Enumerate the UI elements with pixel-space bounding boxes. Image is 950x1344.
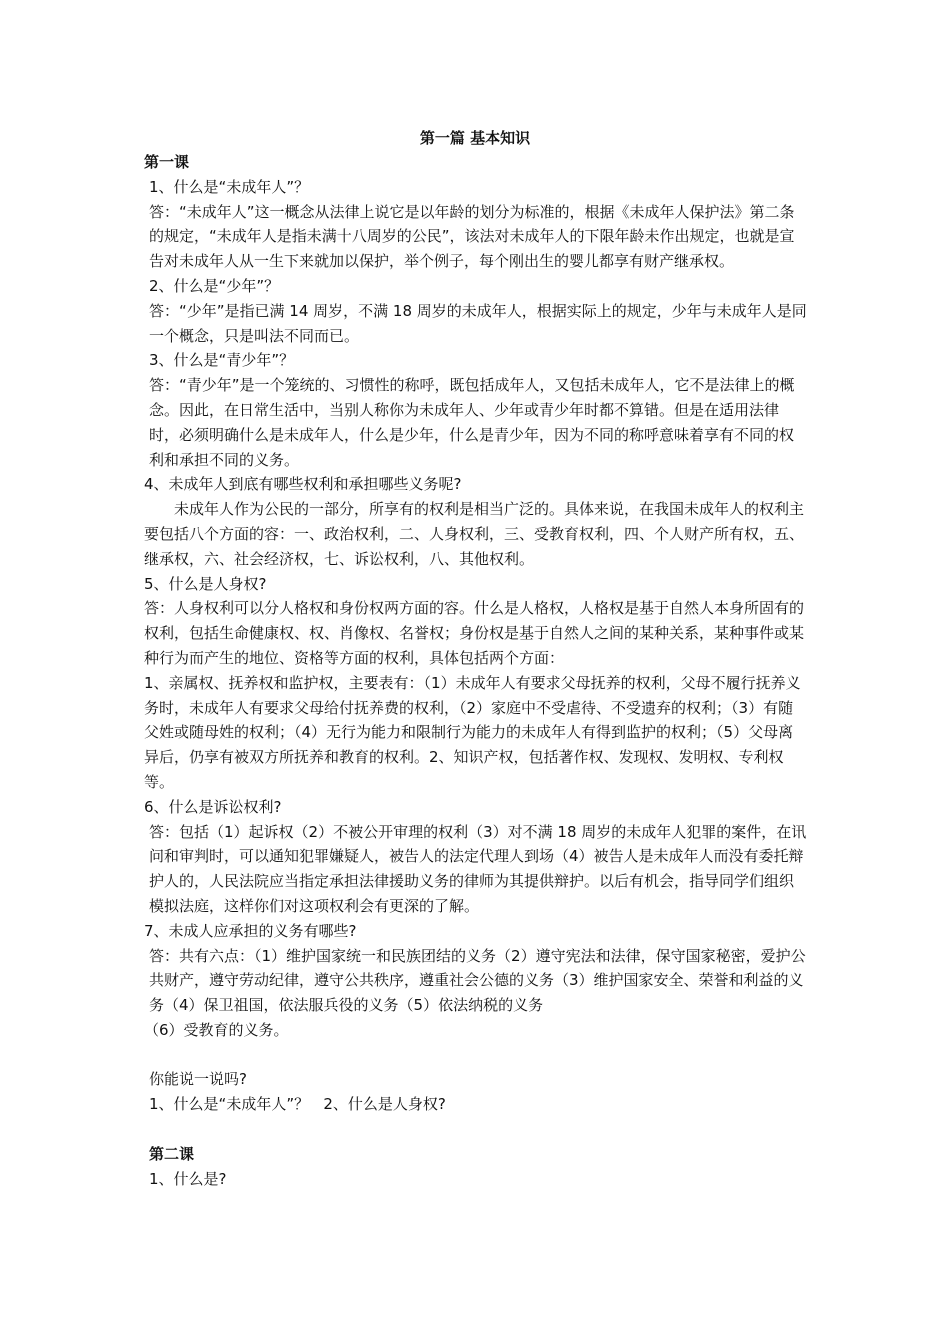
question-6: 6、什么是诉讼权利?	[144, 797, 282, 816]
answer-7: 答：共有六点：（1）维护国家统一和民族团结的义务（2）遵守宪法和法律，保守国家秘密，爱护公共财产，遵守劳动纪律，遵守公共秩序，遵重社会公德的义务（3）维护国家安全、荣誉和利益的义务（4）保卫祖国，依法服兵役的义务（5）依法纳税的义务	[149, 946, 806, 1015]
question-7: 7、未成人应承担的义务有哪些?	[144, 921, 357, 940]
question-1: 1、什么是“未成年人”？	[149, 177, 310, 196]
question-3: 3、什么是“青少年”？	[149, 351, 295, 370]
lesson-2-question-1: 1、什么是?	[149, 1169, 227, 1188]
answer-7-last: （6）受教育的义务。	[144, 1020, 289, 1039]
review-questions: 1、什么是“未成年人”？ 2、什么是人身权?	[149, 1095, 446, 1114]
lesson-2-heading: 第二课	[149, 1144, 195, 1163]
answer-2: 答：“少年”是指已满 14 周岁，不满 18 周岁的未成年人，根据实际上的规定，少年与未成年人是同一个概念，只是叫法不同而已。	[149, 301, 807, 345]
answer-1: 答：“未成年人”这一概念从法律上说它是以年龄的划分为标准的，根据《未成年人保护法》第二条的规定，“未成年人是指未满十八周岁的公民”，该法对未成年人的下限年龄未作出规定，也就是宣告对未成年人从一生下来就加以保护，举个例子，每个刚出生的婴儿都享有财产继承权。	[149, 202, 795, 271]
page-title: 第一篇 基本知识	[419, 129, 531, 147]
question-4: 4、未成年人到底有哪些权利和承担哪些义务呢?	[144, 475, 462, 494]
review-prompt: 你能说一说吗?	[149, 1070, 247, 1089]
answer-5: 答：人身权利可以分人格权和身份权两方面的容。什么是人格权，人格权是基于自然人本身所固有的权利，包括生命健康权、权、肖像权、名誉权；身份权是基于自然人之间的某种关系，某种事件或某种行为而产生的地位、资格等方面的权利，具体包括两个方面：	[144, 599, 805, 667]
answer-3: 答：“青少年”是一个笼统的、习惯性的称呼，既包括成年人，又包括未成年人，它不是法律上的概念。因此，在日常生活中，当别人称你为未成年人、少年或青少年时都不算错。但是在适用法律时，必须明确什么是未成年人，什么是少年，什么是青少年，因为不同的称呼意味着享有不同的权利和承担不同的义务。	[149, 376, 795, 469]
question-2: 2、什么是“少年”？	[149, 276, 280, 295]
document-body	[144, 150, 808, 1191]
spacer	[144, 1043, 808, 1068]
answer-4: 未成年人作为公民的一部分，所享有的权利是相当广泛的。具体来说，在我国未成年人的权利主要包括八个方面的容：一、政治权利，二、人身权利，三、受教育权利，四、个人财产所有权，五、继承权，六、社会经济权，七、诉讼权利，八、其他权利。	[144, 500, 805, 568]
question-5: 5、什么是人身权?	[144, 574, 267, 593]
lesson-1-heading: 第一课	[144, 153, 190, 171]
answer-6: 答：包括（1）起诉权（2）不被公开审理的权利（3）对不满 18 周岁的未成年人犯罪的案件，在讯问和审判时，可以通知犯罪嫌疑人，被告人的法定代理人到场（4）被告人是未成年人而没有委托辩护人的，人民法院应当指定承担法律援助义务的律师为其提供辩护。以后有机会，指导同学们组织模拟法庭，这样你们对这项权利会有更深的了解。	[149, 822, 807, 915]
answer-5-details: 1、亲属权、抚养权和监护权，主要表有：（1）未成年人有要求父母抚养的权利，父母不履行抚养义务时，未成年人有要求父母给付抚养费的权利，（2）家庭中不受虐待、不受遗弃的权利；（3）有随父姓或随母姓的权利；（4）无行为能力和限制行为能力的未成年人有得到监护的权利；（5）父母离异后，仍享有被双方所抚养和教育的权利。2、知识产权，包括著作权、发现权、发明权、专利权等。	[144, 673, 801, 791]
spacer	[144, 1117, 808, 1142]
